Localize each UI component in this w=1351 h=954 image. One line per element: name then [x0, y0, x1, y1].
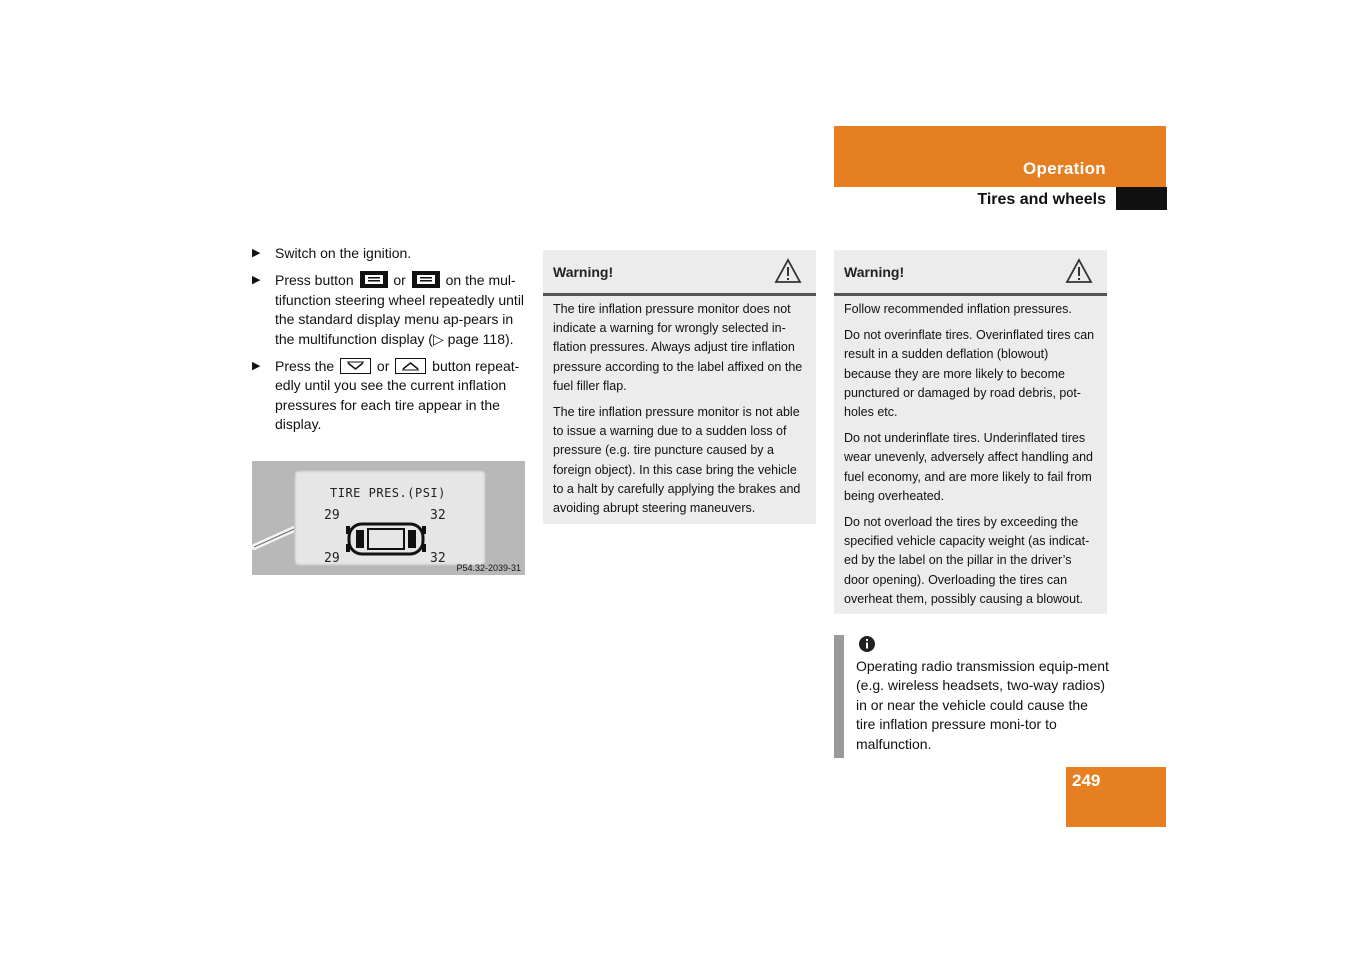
scroll-down-button-icon: [340, 358, 371, 374]
step-text: Press button: [275, 272, 354, 289]
warning-paragraph: Follow recommended inflation pressures.: [844, 302, 1072, 316]
car-outline-icon: [346, 520, 426, 558]
arrow-bullet-icon: ▶: [252, 247, 261, 259]
section-header: [834, 126, 1166, 187]
warning-paragraph: Do not underinflate tires. Underinflated tires wear unevenly, adversely affect handling and fuel economy, and are more likely to fail from being overheated.: [844, 431, 1094, 503]
step-text: or: [376, 358, 390, 375]
warning-paragraph: Do not overinflate tires. Overinflated tires can result in a sudden deflation (blowout) because they are more likely to become punctured or damaged by road debris, pot-holes etc.: [844, 328, 1095, 420]
warning-body: [834, 296, 1107, 624]
warning-paragraph: The tire inflation pressure monitor is not able to issue a warning due to a sudden loss of pressure (e.g. tire puncture caused by a foreign object). In this case bring the vehicle to a halt by carefully applying the brakes and avoiding abrupt steering maneuvers.: [553, 405, 801, 516]
front-right-pressure: 32: [430, 508, 446, 523]
step-text: Switch on the ignition.: [275, 245, 412, 261]
warning-box-1: [543, 250, 816, 524]
image-code: P54.32-2039-31: [456, 563, 521, 573]
scroll-up-button-icon: [395, 358, 426, 374]
display-forward-button-icon: [412, 271, 440, 288]
step-3: [252, 357, 528, 435]
info-icon: [858, 635, 876, 653]
subsection-title: Tires and wheels: [977, 191, 1106, 208]
step-text: button repeat-edly until you see the current inflation pressures for each tire appear in the display.: [275, 358, 520, 433]
arrow-bullet-icon: ▶: [252, 274, 261, 287]
section-title: Operation: [1023, 159, 1106, 178]
warning-paragraph: The tire inflation pressure monitor does not indicate a warning for wrongly selected in-flation pressures. Always adjust tire inflation pressure according to the label affixed on the fuel filler flap.: [553, 302, 803, 393]
step-text: on the mul-tifunction steering wheel repeatedly until the standard display menu ap-pears in the multifunction display (▷ page 118).: [275, 272, 525, 347]
warning-title: Warning!: [844, 264, 905, 280]
step-2: [252, 271, 528, 349]
front-left-pressure: 29: [324, 508, 340, 523]
warning-body: [543, 296, 816, 533]
chapter-tab: [1116, 187, 1167, 210]
warning-triangle-icon: [1065, 258, 1093, 284]
step-text: or: [393, 272, 406, 289]
info-note: [834, 635, 1119, 758]
warning-box-2: [834, 250, 1107, 614]
warning-title: Warning!: [553, 264, 614, 280]
display-back-button-icon: [360, 271, 388, 288]
note-text: Operating radio transmission equip-ment (e.g. wireless headsets, two-way radios) in or near the vehicle could cause the tire inflation pressure moni-tor to malfunction.: [856, 658, 1109, 752]
rear-right-pressure: 32: [430, 551, 446, 566]
page-number-box: [1066, 767, 1166, 827]
instruction-steps: [252, 244, 528, 443]
warning-header: [543, 250, 816, 296]
arrow-bullet-icon: ▶: [252, 360, 261, 373]
lcd-screen: [294, 470, 486, 566]
warning-header: [834, 250, 1107, 296]
page-number: 249: [1072, 771, 1101, 790]
step-1: [252, 244, 528, 263]
display-title: TIRE PRES.(PSI): [330, 486, 446, 500]
tire-pressure-display-image: [252, 461, 525, 575]
warning-triangle-icon: [774, 258, 802, 284]
warning-paragraph: Do not overload the tires by exceeding the specified vehicle capacity weight (as indicat-ed by the label on the pillar in the driver’s door opening). Overloading the tires can overheat them, possibly causing a blowout.: [844, 515, 1090, 606]
rear-left-pressure: 29: [324, 551, 340, 566]
step-text: Press the: [275, 358, 335, 375]
